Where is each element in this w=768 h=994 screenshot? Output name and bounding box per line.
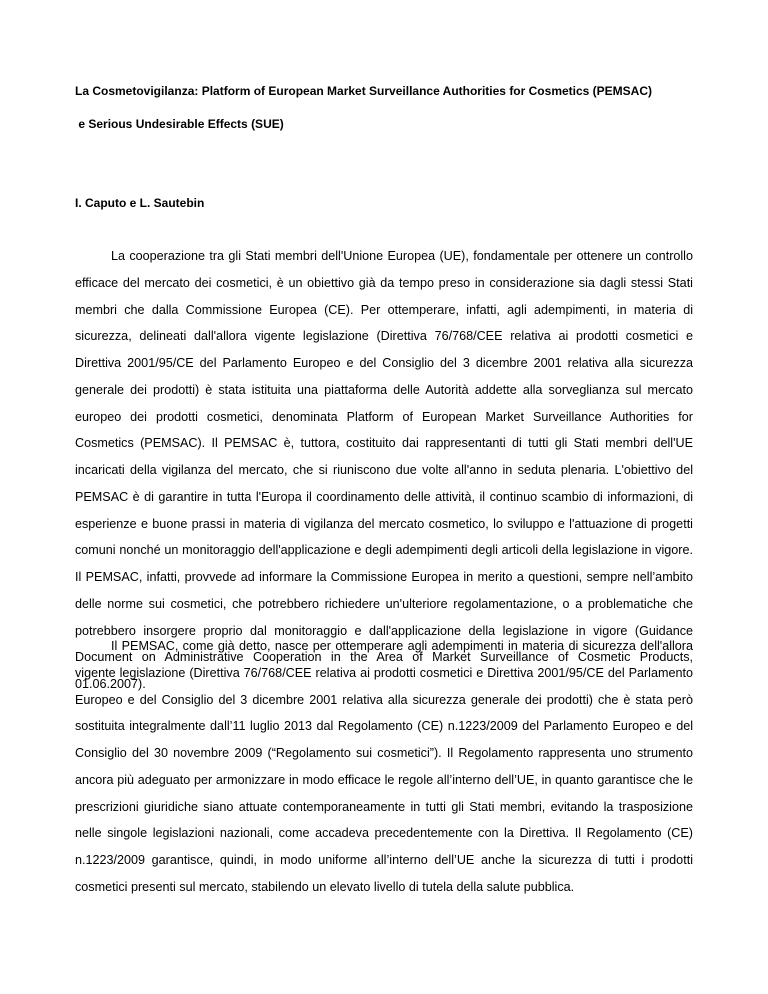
body-paragraph: Il PEMSAC, come già detto, nasce per ottemperare agli adempimenti in materia di sicurezza dell'allora vigente legislazione (Direttiva 76/768/CEE relativa ai prodotti cosmetici e Direttiva 2001/95/CE del Parlamento Europeo e del Consiglio del 3 dicembre 2001 relativa alla sicurezza generale dei prodotti) che è stata però sostituita integralmente dall’11 luglio 2013 dal Regolamento (CE) n.1223/2009 del Parlamento Europeo e del Consiglio del 30 novembre 2009 (“Regolamento sui cosmetici”). Il Regolamento rappresenta uno strumento ancora più adeguato per armonizzare in modo efficace le regole all’interno dell’UE, in quanto garantisce che le prescrizioni giuridiche siano attuate contemporaneamente in tutti gli Stati membri, evitando la trasposizione nelle singole legislazioni nazionali, come accadeva precedentemente con la Direttiva. Il Regolamento (CE) n.1223/2009 garantisce, quindi, in modo uniforme all’interno dell’UE anche la sicurezza di tutti i prodotti cosmetici presenti sul mercato, stabilendo un elevato livello di tutela della salute pubblica. <box>75 639 693 894</box>
document-title-line-2: e Serious Undesirable Effects (SUE) <box>75 117 284 131</box>
document-authors: I. Caputo e L. Sautebin <box>75 196 205 210</box>
body-paragraph: La cooperazione tra gli Stati membri dell'Unione Europea (UE), fondamentale per ottenere un controllo efficace del mercato dei cosmetici, è un obiettivo già da tempo preso in considerazione sia dagli stessi Stati membri che dalla Commissione Europea (CE). Per ottemperare, infatti, agli adempimenti, in materia di sicurezza, delineati dall'allora vigente legislazione (Direttiva 76/768/CEE relativa ai prodotti cosmetici e Direttiva 2001/95/CE del Parlamento Europeo e del Consiglio del 3 dicembre 2001 relativa alla sicurezza generale dei prodotti) è stata istituita una piattaforma delle Autorità addette alla sorveglianza sul mercato europeo dei prodotti cosmetici, denominata Platform of European Market Surveillance Authorities for Cosmetics (PEMSAC). Il PEMSAC è, tuttora, costituito dai rappresentanti di tutti gli Stati membri dell'UE incaricati della vigilanza del mercato, che si riuniscono due volte all'anno in seduta plenaria. L'obiettivo del PEMSAC è di garantire in tutta l'Europa il coordinamento delle attività, il continuo scambio di informazioni, di esperienze e buone prassi in materia di vigilanza del mercato cosmetico, lo sviluppo e l'attuazione di progetti comuni nonché un monitoraggio dell'applicazione e degli adempimenti degli articoli della legislazione in vigore. Il PEMSAC, infatti, provvede ad informare la Commissione Europea in merito a questioni, sempre nell’ambito delle norme sui cosmetici, che potrebbero richiedere un'ulteriore regolamentazione, o a problematiche che potrebbero insorgere proprio dal monitoraggio e dall'applicazione della legislazione in vigore (Guidance Document on Administrative Cooperation in the Area of Market Surveillance of Cosmetic Products, 01.06.2007). <box>75 249 693 691</box>
document-title-line-1: La Cosmetovigilanza: Platform of European Market Surveillance Authorities for Cosmetics (PEMSAC) <box>75 84 653 98</box>
